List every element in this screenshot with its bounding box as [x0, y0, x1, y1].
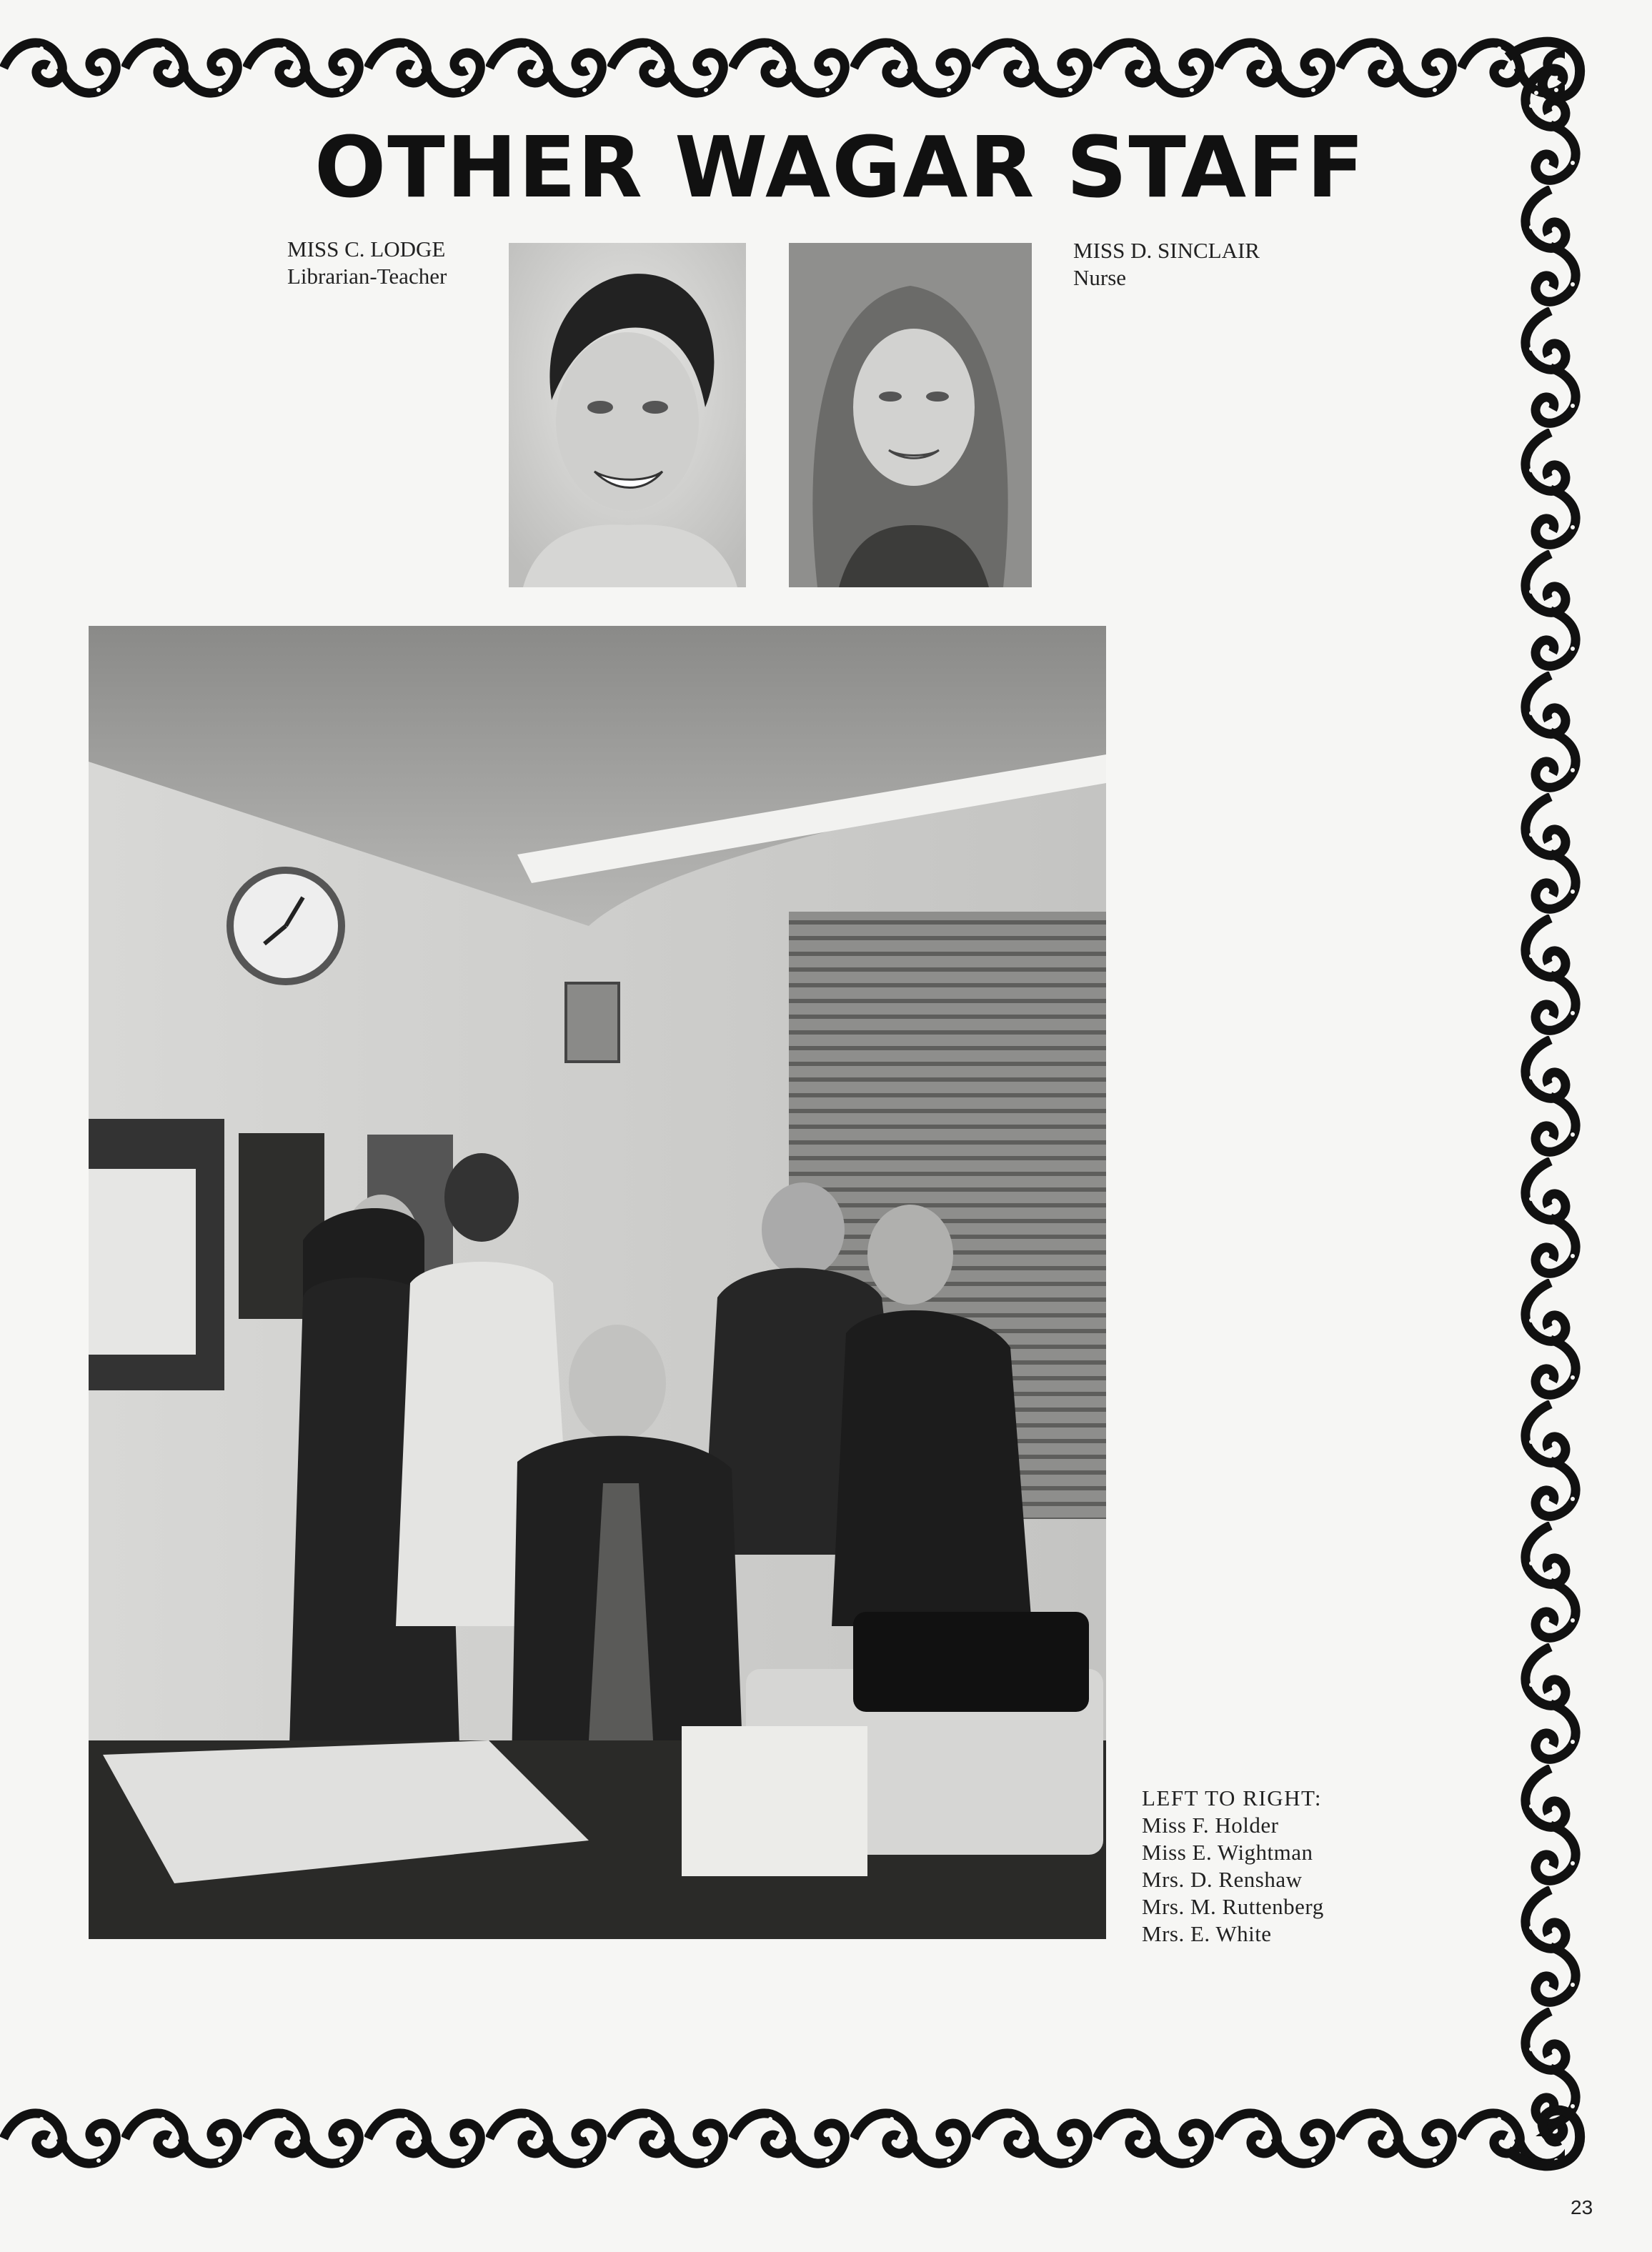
- caption-heading: LEFT TO RIGHT:: [1142, 1785, 1322, 1810]
- portrait-photo-lodge: [509, 243, 746, 587]
- portrait-photo-sinclair: [789, 243, 1032, 587]
- staff-name: MISS D. SINCLAIR: [1073, 238, 1260, 263]
- group-photo-caption: [1142, 1785, 1324, 1948]
- caption-name: Miss F. Holder: [1142, 1813, 1279, 1838]
- staff-role: Nurse: [1073, 265, 1127, 290]
- staff-role: Librarian-Teacher: [287, 264, 447, 289]
- caption-name: Mrs. M. Ruttenberg: [1142, 1894, 1324, 1919]
- ornamental-border-top: [0, 29, 1565, 107]
- staff-name: MISS C. LODGE: [287, 236, 446, 261]
- scroll-border-icon: [0, 29, 1565, 107]
- scroll-border-icon: [1508, 64, 1593, 2136]
- page-number: 23: [1571, 2196, 1593, 2218]
- scroll-corner-icon: [1501, 29, 1593, 121]
- staff-caption-lodge: [287, 236, 447, 290]
- scroll-border-icon: [0, 2099, 1565, 2178]
- corner-flourish-top-right: [1501, 29, 1593, 121]
- caption-name: Mrs. E. White: [1142, 1921, 1272, 1946]
- group-photo-office-staff: [89, 626, 1106, 1939]
- ornamental-border-right: [1508, 64, 1593, 2136]
- staff-caption-sinclair: [1073, 237, 1260, 292]
- page-title: OTHER WAGAR STAFF: [314, 118, 1366, 216]
- corner-flourish-bottom-right: [1501, 2086, 1593, 2179]
- scroll-corner-icon: [1501, 2086, 1593, 2179]
- ornamental-border-bottom: [0, 2099, 1565, 2178]
- caption-name: Mrs. D. Renshaw: [1142, 1867, 1303, 1892]
- caption-name: Miss E. Wightman: [1142, 1840, 1313, 1865]
